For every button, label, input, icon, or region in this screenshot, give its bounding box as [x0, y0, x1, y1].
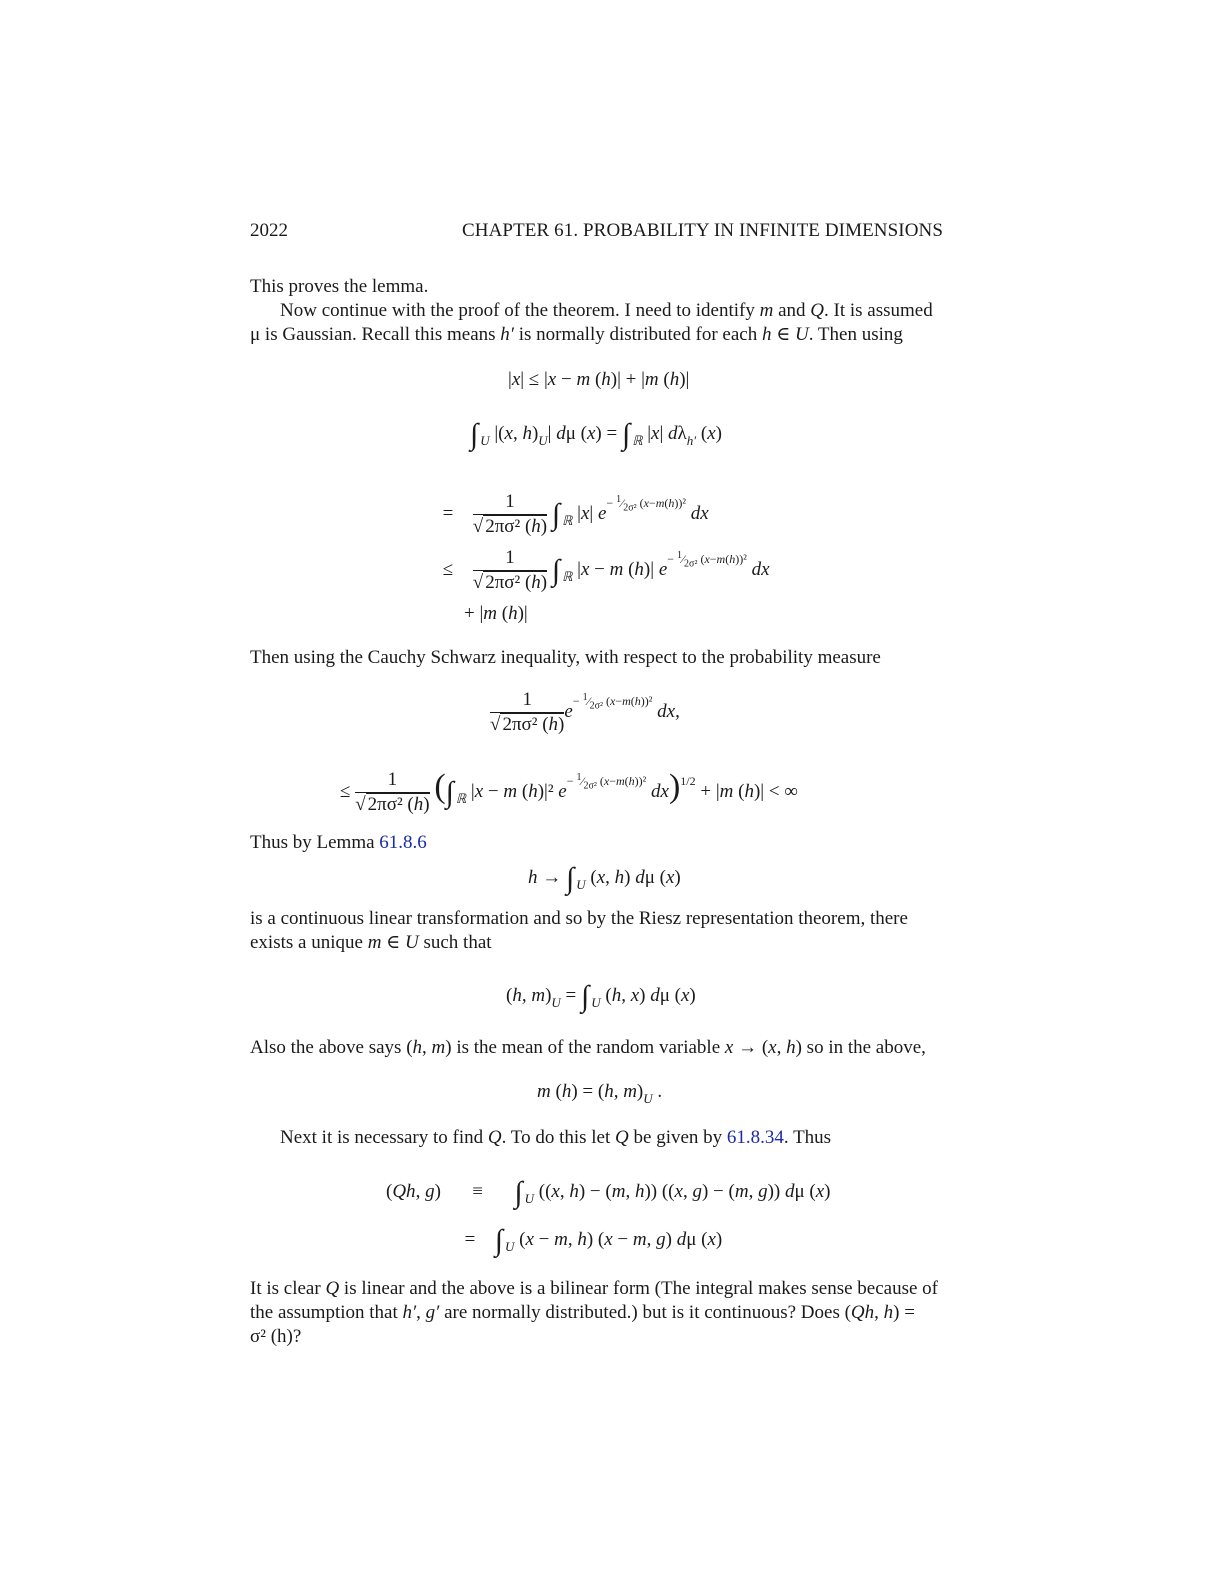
equation: + |m (h)| — [464, 603, 528, 624]
paragraph: It is clear Q is linear and the above is a bilinear form (The integral makes sense because of — [250, 1278, 938, 1299]
page-number: 2022 — [250, 220, 288, 241]
paragraph: Now continue with the proof of the theorem. I need to identify m and Q. It is assumed — [280, 300, 933, 321]
equation: ≤ $\frac{1}{\text{√ 2πσ² (h)}}$ (∫ $_ℝ$ |x − m (h)|² $e^{- ^1⁄_{2\sigma^2} (x-m(h))^2}$ dx)$^{1/2}$ + |m (h)| < ∞ — [340, 767, 798, 815]
equation: (h, $m)_U$ = ∫ $_U$ (h, x) dμ (x) — [506, 980, 696, 1013]
equation: $\frac{1}{\text{√ 2πσ² (h)}}$ $e^{- ^1⁄_{2\sigma^2} (x-m(h))^2}$ dx, — [490, 689, 680, 735]
paragraph: σ² (h)? — [250, 1326, 302, 1347]
equation: ≤ $\frac{1}{\text{√ 2πσ² (h)}}$ ∫ $_ℝ$ |x − m (h)| $e^{- ^1⁄_{2\sigma^2} (x-m(h))^2}$ dx — [442, 547, 770, 593]
paragraph: μ is Gaussian. Recall this means h′ is normally distributed for each h ∈ U. Then using — [250, 324, 903, 345]
paragraph: Thus by Lemma 61.8.6 — [250, 832, 427, 853]
equation: h → ∫ $_U$ (x, h) dμ (x) — [528, 862, 681, 895]
equation: (Qh, g) ≡ ∫ $_U$ ((x, h) − (m, h)) ((x, g) − (m, g)) dμ (x) — [386, 1176, 831, 1209]
paragraph: the assumption that h′, g′ are normally distributed.) but is it continuous? Does (Qh, h) = — [250, 1302, 915, 1323]
running-head: CHAPTER 61. PROBABILITY IN INFINITE DIMENSIONS — [462, 220, 944, 241]
paragraph: Next it is necessary to find Q. To do this let Q be given by 61.8.34. Thus — [280, 1127, 832, 1148]
equation: = $\frac{1}{\text{√ 2πσ² (h)}}$ ∫ $_ℝ$ |x| $e^{- ^1⁄_{2\sigma^2} (x-m(h))^2}$ dx — [442, 491, 709, 537]
lemma-link[interactable]: 61.8.6 — [379, 832, 427, 853]
equation-link[interactable]: 61.8.34 — [726, 1127, 784, 1148]
equation: |x| ≤ |x − m (h)| + |m (h)| — [508, 369, 690, 390]
paragraph: This proves the lemma. — [250, 276, 429, 297]
equation: m (h) = (h, $m)_U$ . — [537, 1081, 663, 1106]
paragraph: Also the above says (h, m) is the mean of the random variable x → (x, h) so in the above, — [250, 1037, 926, 1058]
paragraph: Then using the Cauchy Schwarz inequality, with respect to the probability measure — [250, 647, 881, 668]
paragraph: exists a unique m ∈ U such that — [250, 932, 492, 953]
equation: = ∫ $_U$ (x − m, h) (x − m, g) dμ (x) — [464, 1224, 723, 1257]
paragraph: is a continuous linear transformation and so by the Riesz representation theorem, there — [250, 908, 908, 929]
equation: ∫ $_U$ |(x, $h)_U|$ dμ (x) = ∫ $_ℝ$ |x| $d\lambda_{h'}$ (x) — [470, 418, 722, 451]
